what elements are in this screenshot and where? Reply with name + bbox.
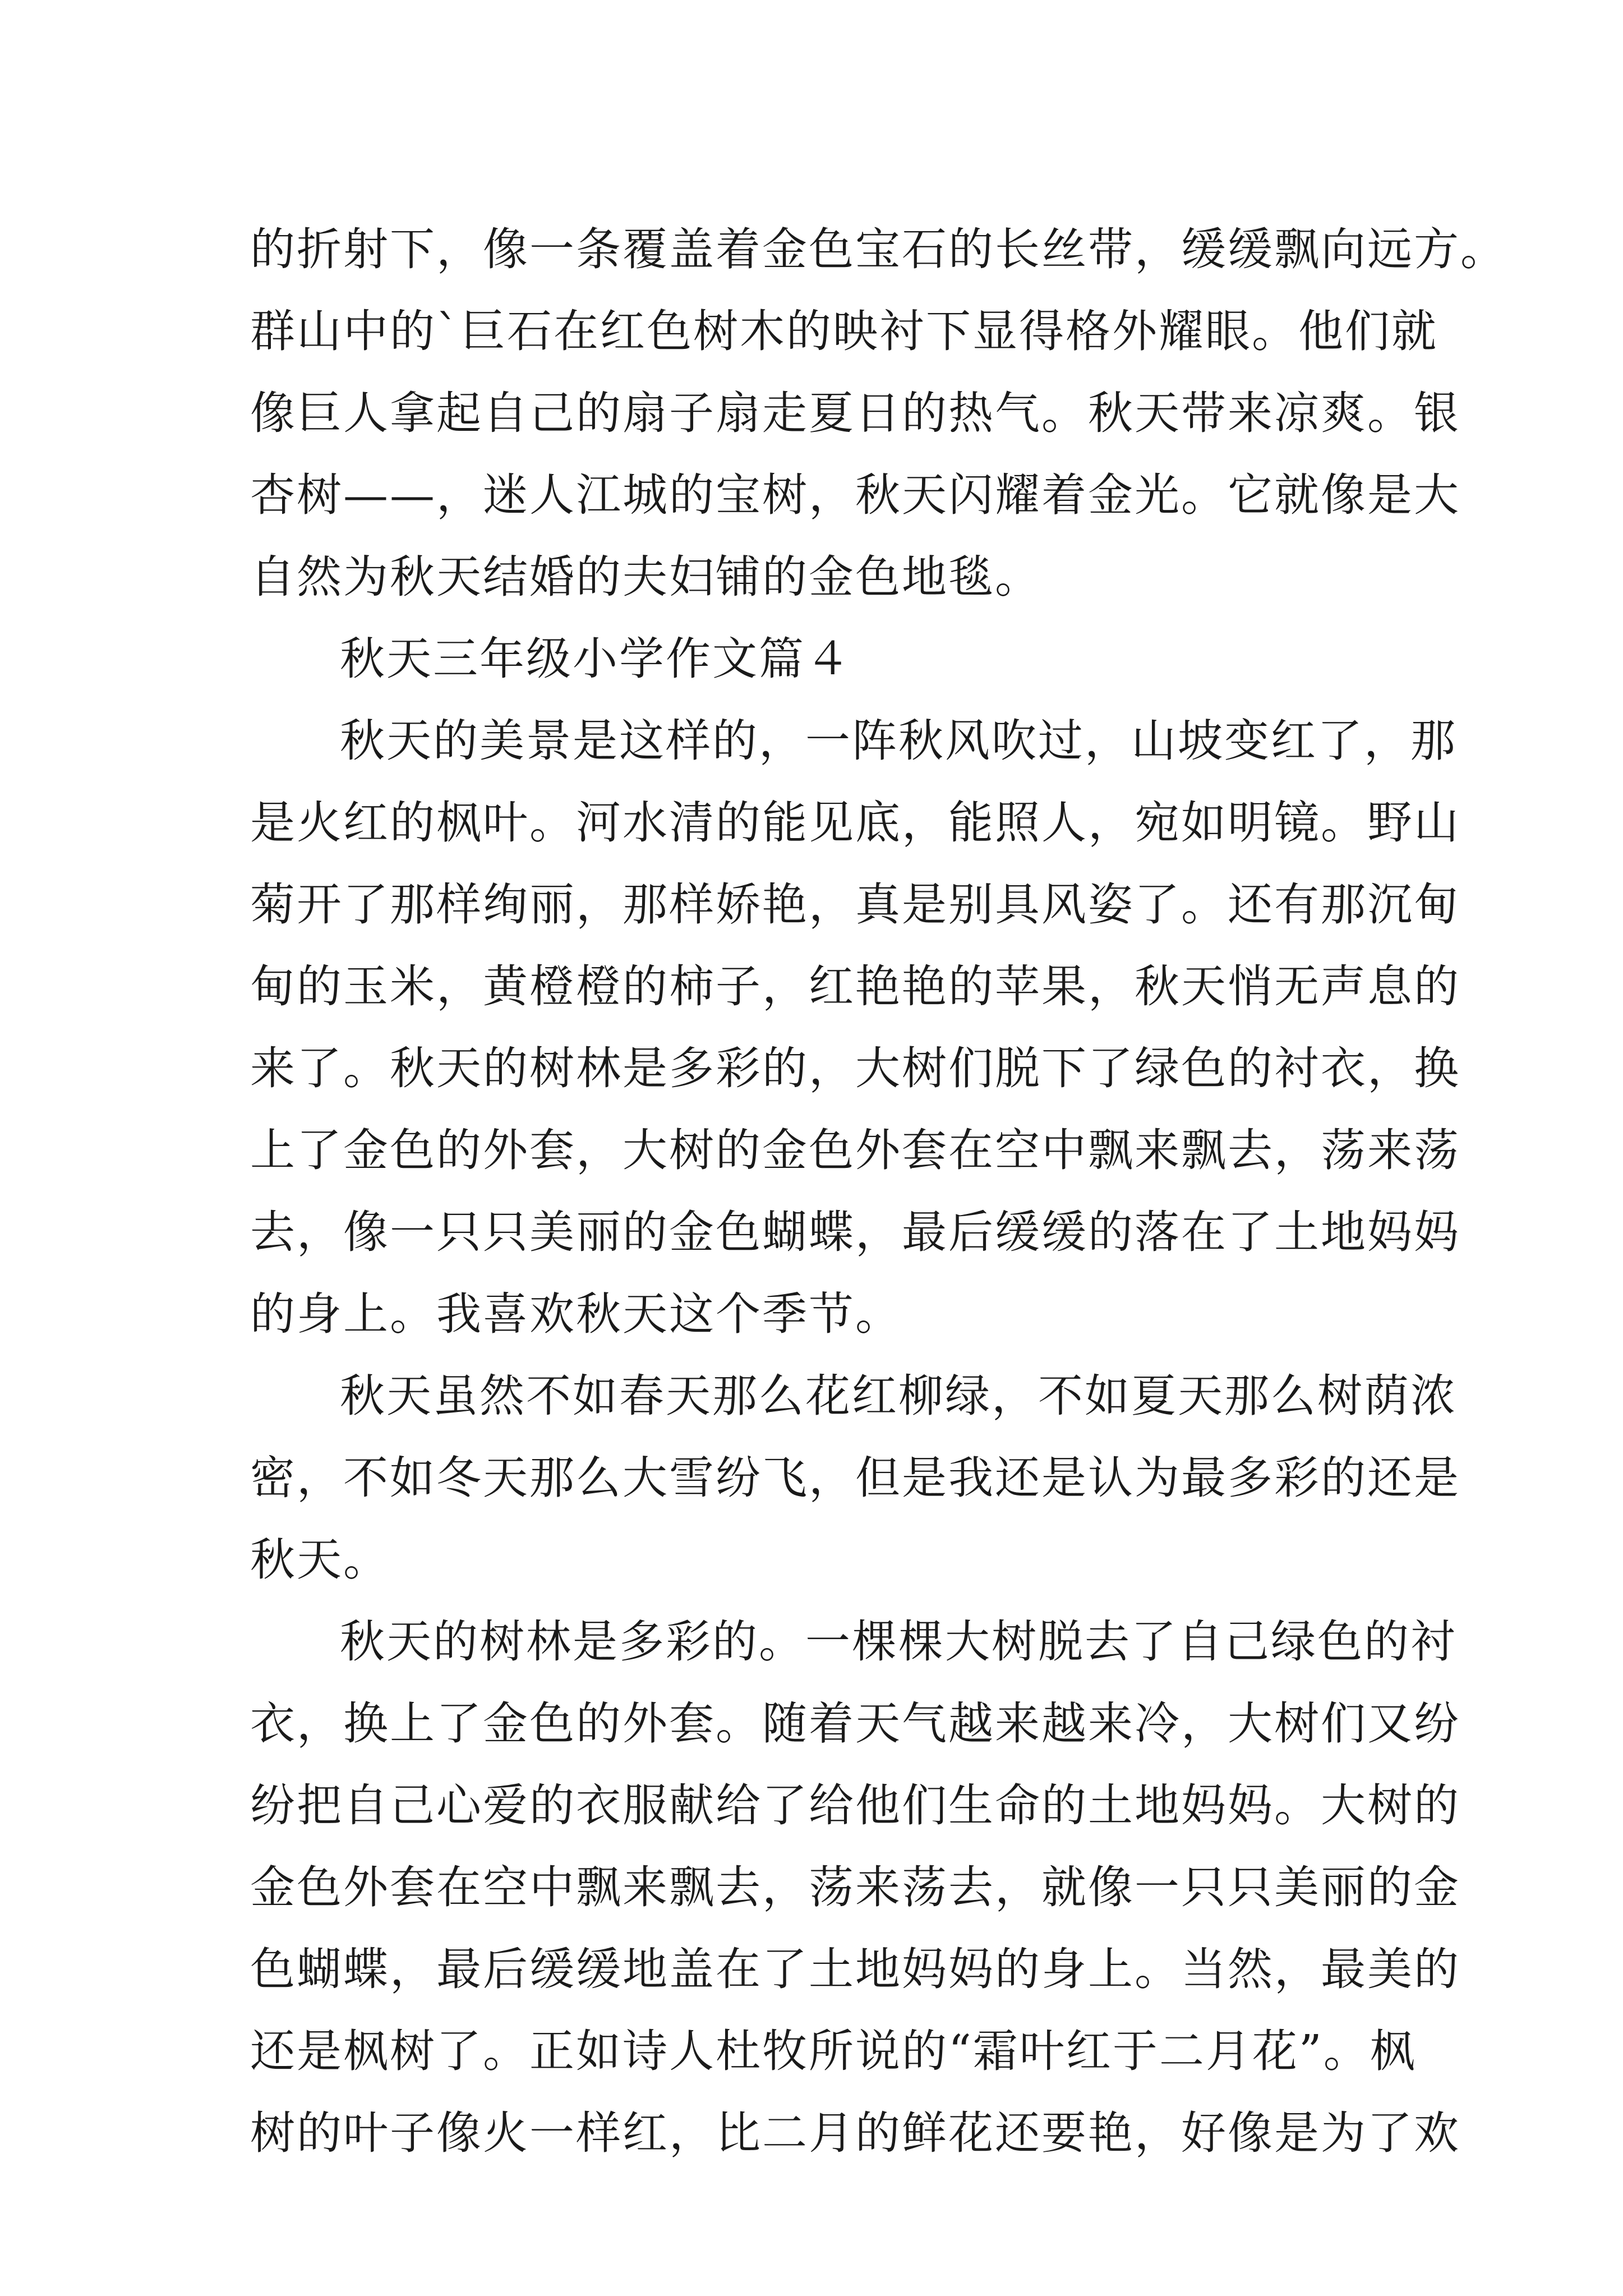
paragraph-first-line: 秋天的美景是这样的，一阵秋风吹过，山坡变红了，那 [340, 715, 1457, 767]
text-line: 杏树——，迷人江城的宝树，秋天闪耀着金光。它就像是大 [250, 469, 1460, 521]
text-line: 来了。秋天的树林是多彩的，大树们脱下了绿色的衬衣，换 [250, 1042, 1460, 1094]
text-line: 还是枫树了。正如诗人杜牧所说的“霜叶红于二月花”。枫 [250, 2025, 1417, 2077]
text-line: 上了金色的外套，大树的金色外套在空中飘来飘去，荡来荡 [250, 1124, 1460, 1176]
text-line: 是火红的枫叶。河水清的能见底，能照人，宛如明镜。野山 [250, 797, 1460, 849]
text-line: 秋天。 [250, 1534, 390, 1586]
text-line: 甸的玉米，黄橙橙的柿子，红艳艳的苹果，秋天悄无声息的 [250, 960, 1460, 1013]
text-line: 自然为秋天结婚的夫妇铺的金色地毯。 [250, 551, 1041, 603]
text-line: 金色外套在空中飘来飘去，荡来荡去，就像一只只美丽的金 [250, 1861, 1460, 1913]
text-line: 去，像一只只美丽的金色蝴蝶，最后缓缓的落在了土地妈妈 [250, 1206, 1460, 1258]
text-line: 密，不如冬天那么大雪纷飞，但是我还是认为最多彩的还是 [250, 1452, 1460, 1504]
text-line: 纷把自己心爱的衣服献给了给他们生命的土地妈妈。大树的 [250, 1779, 1460, 1832]
document-body [250, 209, 1507, 2174]
section-heading: 秋天三年级小学作文篇４ [340, 633, 852, 685]
text-line: 衣，换上了金色的外套。随着天气越来越来冷，大树们又纷 [250, 1697, 1460, 1750]
paragraph-first-line: 秋天的树林是多彩的。一棵棵大树脱去了自己绿色的衬 [340, 1616, 1457, 1668]
text-line: 菊开了那样绚丽，那样娇艳，真是别具风姿了。还有那沉甸 [250, 878, 1460, 931]
text-line: 像巨人拿起自己的扇子扇走夏日的热气。秋天带来凉爽。银 [250, 387, 1460, 439]
text-line: 色蝴蝶，最后缓缓地盖在了土地妈妈的身上。当然，最美的 [250, 1943, 1460, 1995]
text-line: 的身上。我喜欢秋天这个季节。 [250, 1288, 902, 1340]
text-line: 的折射下，像一条覆盖着金色宝石的长丝带，缓缓飘向远方。 [250, 223, 1507, 275]
paragraph-first-line: 秋天虽然不如春天那么花红柳绿，不如夏天那么树荫浓 [340, 1370, 1457, 1422]
text-line: 树的叶子像火一样红，比二月的鲜花还要艳，好像是为了欢 [250, 2107, 1460, 2159]
text-line: 群山中的`巨石在红色树木的映衬下显得格外耀眼。他们就 [250, 305, 1438, 357]
